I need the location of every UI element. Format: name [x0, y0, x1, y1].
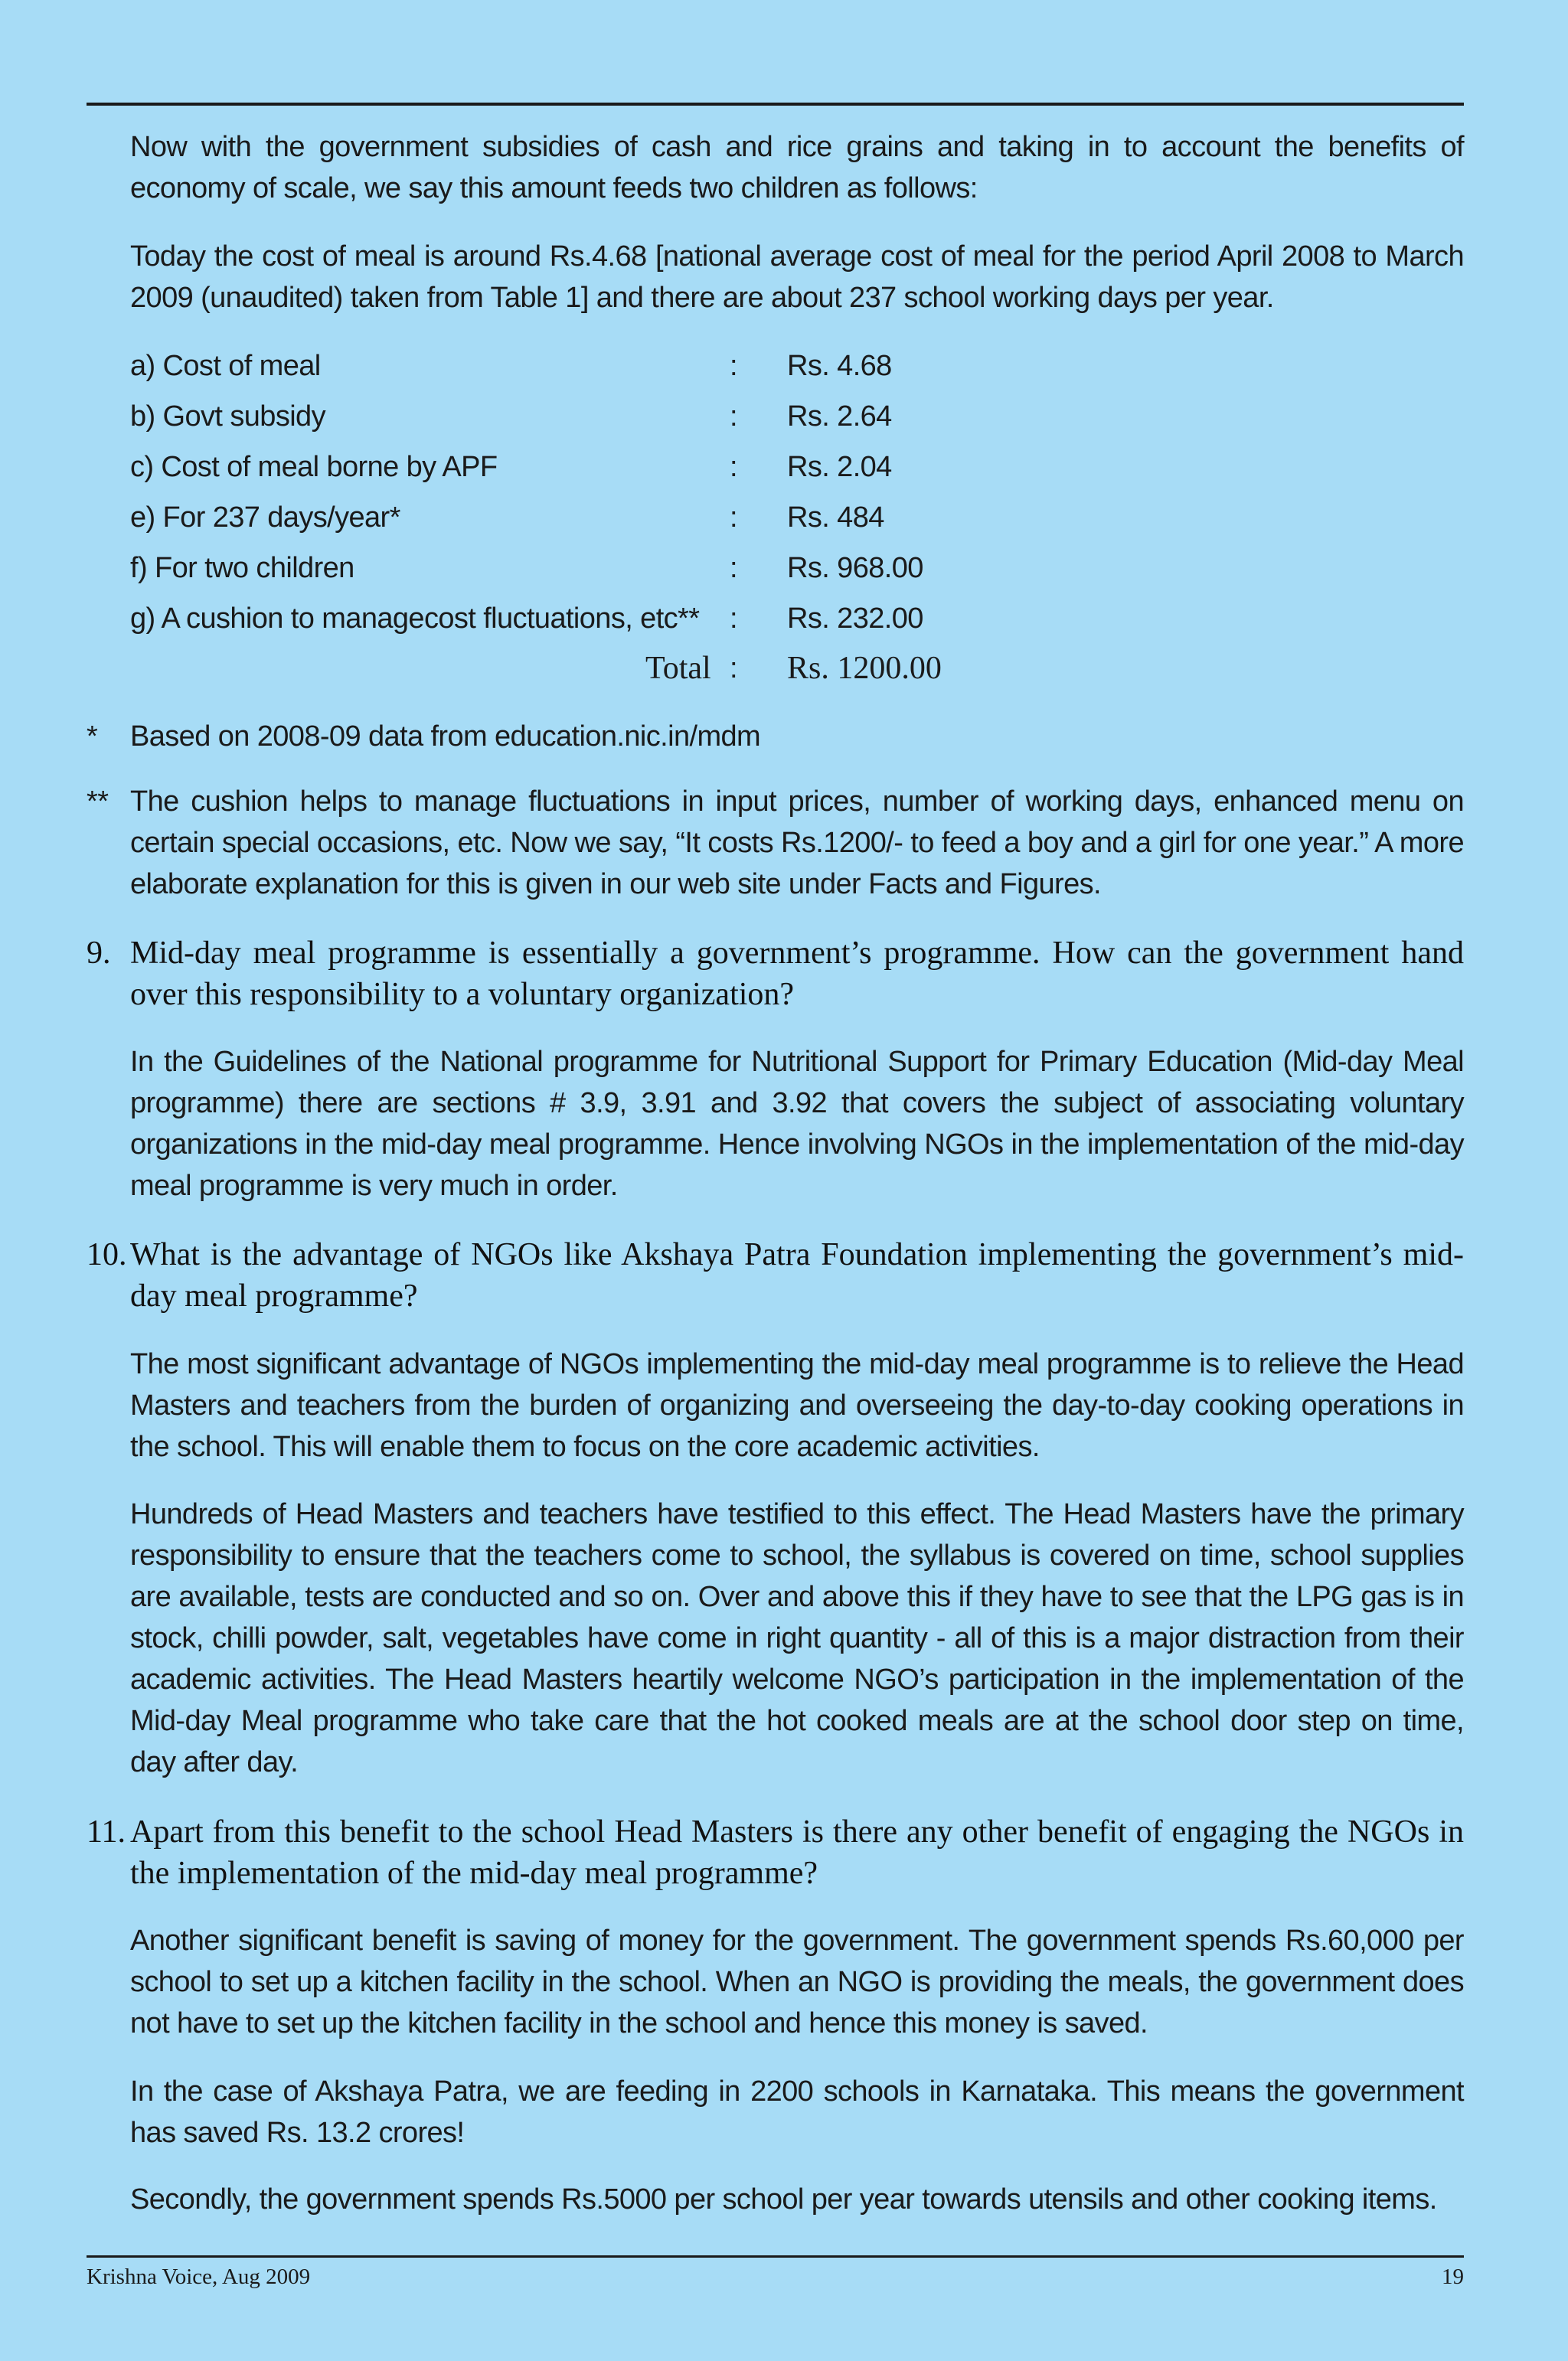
question-heading: What is the advantage of NGOs like Akshaya Patra Foundation implementing the government’s mid-day meal programme?: [130, 1237, 1464, 1314]
intro-paragraph: Now with the government subsidies of cash and rice grains and taking in to account the benefits of economy of scale, we say this amount feeds two children as follows:: [130, 131, 1464, 204]
cost-total-value: Rs. 1200.00: [787, 651, 942, 686]
cost-row-separator: :: [730, 501, 737, 534]
cost-row: [130, 497, 972, 538]
answer-paragraph: The most significant advantage of NGOs implementing the mid-day meal programme is to relieve the Head Masters and teachers from the burden of organizing and overseeing the day-to-day cooking operations in the school. This will enable them to focus on the core academic activities.: [130, 1348, 1464, 1463]
cost-row: [130, 345, 972, 387]
footnote-text: Based on 2008-09 data from education.nic.in/mdm: [130, 720, 761, 753]
question-number: 11.: [87, 1814, 126, 1850]
cost-row: [130, 396, 972, 437]
cost-row: [130, 547, 972, 589]
cost-row-label: e) For 237 days/year*: [130, 501, 400, 534]
cost-row-label: f) For two children: [130, 552, 354, 584]
footnote-text: The cushion helps to manage fluctuations in input prices, number of working days, enhanced menu on certain special occasions, etc. Now we say, “It costs Rs.1200/- to feed a boy and a girl for one year.” A more elaborate explanation for this is given in our web site under Facts and Figures.: [130, 785, 1464, 900]
cost-row-value: Rs. 2.64: [787, 400, 892, 433]
footnote-mark: *: [87, 720, 98, 753]
intro-paragraph: Today the cost of meal is around Rs.4.68 [national average cost of meal for the period April 2008 to March 2009 (unaudited) taken from Table 1] and there are about 237 school working days per year.: [130, 240, 1464, 314]
cost-row-value: Rs. 2.04: [787, 451, 892, 483]
cost-row-value: Rs. 484: [787, 501, 884, 534]
question-heading: Apart from this benefit to the school Head Masters is there any other benefit of engaging the NGOs in the implementation of the mid-day meal programme?: [130, 1814, 1464, 1891]
cost-row-label: b) Govt subsidy: [130, 400, 325, 433]
cost-row-value: Rs. 4.68: [787, 350, 892, 382]
cost-row-separator: :: [730, 400, 737, 433]
cost-row-separator: :: [730, 602, 737, 635]
cost-row-value: Rs. 968.00: [787, 552, 923, 584]
footer-publication: Krishna Voice, Aug 2009: [87, 2265, 311, 2289]
footnote-mark: **: [87, 785, 109, 818]
question-number: 10.: [87, 1237, 127, 1272]
question-number: 9.: [87, 936, 111, 971]
answer-paragraph: In the Guidelines of the National programme for Nutritional Support for Primary Education (Mid-day Meal programme) there are sections # 3.9, 3.91 and 3.92 that covers the subject of associating voluntary organizations in the mid-day meal programme. Hence involving NGOs in the implementation of the mid-day meal programme is very much in order.: [130, 1046, 1464, 1202]
answer-paragraph: Another significant benefit is saving of money for the government. The government spends Rs.60,000 per school to set up a kitchen facility in the school. When an NGO is providing the meals, the government does not have to set up the kitchen facility in the school and hence this money is saved.: [130, 1925, 1464, 2039]
cost-row: [130, 598, 972, 639]
cost-row-label: g) A cushion to managecost fluctuations, etc**: [130, 602, 700, 635]
cost-row-label: a) Cost of meal: [130, 350, 321, 382]
cost-row: [130, 446, 972, 488]
top-rule: [87, 103, 1464, 106]
answer-paragraph: Secondly, the government spends Rs.5000 per school per year towards utensils and other cooking items.: [130, 2183, 1437, 2216]
answer-paragraph: In the case of Akshaya Patra, we are feeding in 2200 schools in Karnataka. This means the government has saved Rs. 13.2 crores!: [130, 2075, 1464, 2149]
cost-row-separator: :: [730, 552, 737, 584]
question-heading: Mid-day meal programme is essentially a government’s programme. How can the government hand over this responsibility to a voluntary organization?: [130, 936, 1464, 1012]
cost-row-separator: :: [730, 451, 737, 483]
cost-row-label: c) Cost of meal borne by APF: [130, 451, 498, 483]
answer-paragraph: Hundreds of Head Masters and teachers have testified to this effect. The Head Masters have the primary responsibility to ensure that the teachers come to school, the syllabus is covered on time, school supplies are available, tests are conducted and so on. Over and above this if they have to see that the LPG gas is in stock, chilli powder, salt, vegetables have come in right quantity - all of this is a major distraction from their academic activities. The Head Masters heartily welcome NGO’s participation in the implementation of the Mid-day Meal programme who take care that the hot cooked meals are at the school door step on time, day after day.: [130, 1498, 1464, 1778]
cost-total-row: [130, 648, 972, 689]
cost-row-separator: :: [730, 652, 737, 684]
cost-total-label: Total: [645, 651, 711, 686]
cost-row-value: Rs. 232.00: [787, 602, 923, 635]
page-number: 19: [1442, 2265, 1464, 2289]
bottom-rule: [87, 2255, 1464, 2258]
cost-row-separator: :: [730, 350, 737, 382]
